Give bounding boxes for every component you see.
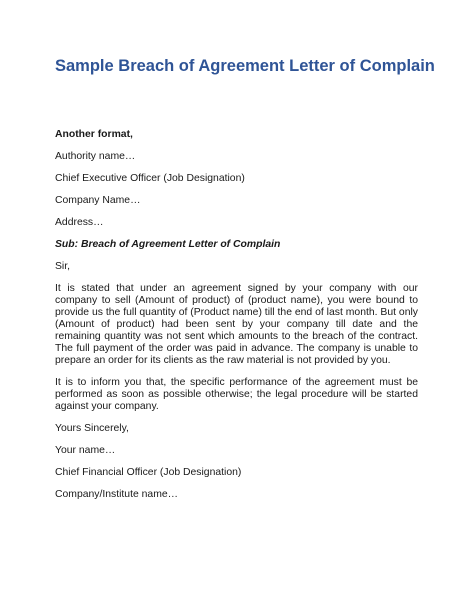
- company-name: Company Name…: [55, 195, 141, 206]
- closing: Yours Sincerely,: [55, 423, 129, 434]
- intro-heading: Another format,: [55, 129, 133, 140]
- salutation: Sir,: [55, 261, 71, 272]
- letter-body: [55, 129, 418, 511]
- sender-designation: Chief Financial Officer (Job Designation): [55, 467, 242, 478]
- recipient-designation: Chief Executive Officer (Job Designation): [55, 173, 245, 184]
- sender-name: Your name…: [55, 445, 116, 456]
- authority-name: Authority name…: [55, 151, 136, 162]
- document-title: Sample Breach of Agreement Letter of Complain: [55, 57, 435, 75]
- sender-company: Company/Institute name…: [55, 489, 179, 500]
- address: Address…: [55, 217, 104, 228]
- body-paragraph-2: It is to inform you that, the specific performance of the agreement must be performed as soon as possible otherwise; the legal procedure will be started against your company.: [55, 377, 418, 412]
- subject-line: Sub: Breach of Agreement Letter of Complain: [55, 239, 281, 250]
- body-paragraph-1: It is stated that under an agreement signed by your company with our company to sell (Amount of product) of (product name), you were bound to provide us the full quantity of (Product name) till the end of last month. But only (Amount of product) had been sent by your company till date and the remaining quantity was not sent which amounts to the breach of the contract. The full payment of the order was paid in advance. The company is unable to prepare an order for its clients as the raw material is not provided by you.: [55, 283, 418, 366]
